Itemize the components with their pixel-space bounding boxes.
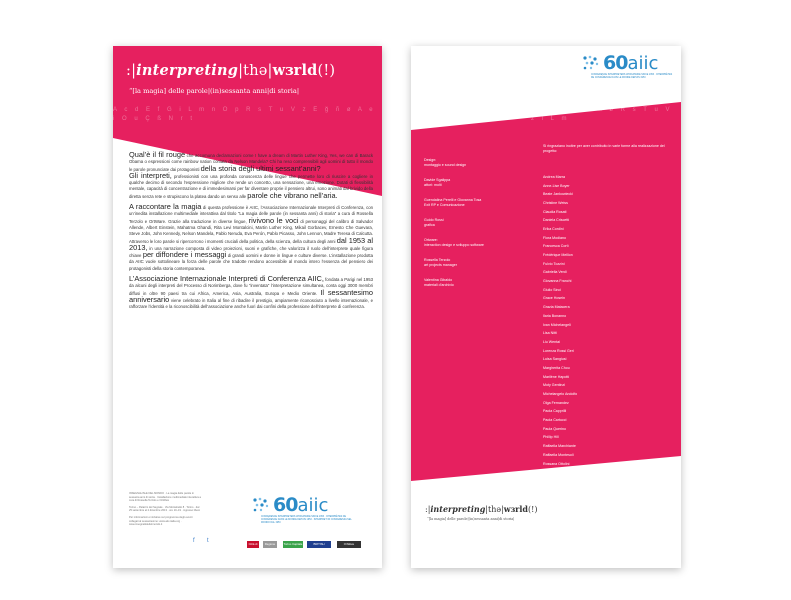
title-suffix: (!) (317, 63, 336, 79)
title-world: wɜrld (272, 62, 318, 79)
p1-highlight: della storia degli ultimi sessant’anni? (200, 163, 321, 173)
footer-info-1: INSEGNALISLE DEL MONDO · La magia delle parole in sessanta anni di storia · Installazione multimediale interattiva a cura di Rossella Terzolo e OrtWare (129, 492, 201, 503)
thanks-name: Paula Querino (543, 426, 566, 431)
credit-entry (424, 238, 539, 249)
right-flyer-page (411, 46, 681, 568)
p1-highlight2: parole che vibrano nell’aria. (247, 190, 338, 200)
thanks-name: Lorenza Rossi Geri (543, 348, 574, 353)
thanks-name: Susanne Wehmaer (543, 496, 574, 501)
thanks-name: Umberto Cini (543, 504, 564, 509)
left-title (126, 62, 376, 79)
thanks-name: Giovanna Franchi (543, 279, 572, 284)
thanks-name: Lisa Nitti (543, 331, 557, 336)
credit-name: attori: molti (424, 183, 442, 188)
title-world: wɜrld (503, 504, 529, 514)
thanks-name: Erika Cordini (543, 226, 564, 231)
right-bottom-title (425, 504, 538, 514)
p1-lead: Qual’è il fil rouge (129, 150, 186, 159)
title-the: |thə| (485, 505, 504, 514)
thanks-name: Beate Jankowiecki (543, 192, 573, 197)
thanks-name: Flora Modiano (543, 235, 566, 240)
thanks-name: Claudia Rosati (543, 209, 567, 214)
sponsor-logo-2: Regione (264, 542, 276, 546)
p1-text2: professionisti con una profonda conoscenza delle lingue che permette loro di riuscire a cogliere in qualche decimo di secondo l’espressione migliore che rende un concetto, una sensazione, una emozione. Dotati di flessibilità mentale, capacità di concentrazione e di immedesimarsi per far diventare proprie il pensiero altrui, sono animati dal brivido della diretta senza rete e strupiscono la platea dando un senso alle (129, 173, 373, 199)
thanks-name: Grace Hosein (543, 296, 565, 301)
thanks-name: Raffaella Montesoli (543, 452, 574, 457)
credit-role: Valentina Gibaldo (424, 278, 453, 282)
left-subtitle: “[la magia] delle parole|(in)sessanta anni|di storia| (129, 87, 300, 95)
right-bottom-subtitle: “[la magia] delle parole|(in)sessanta anni|di storia| (427, 517, 515, 521)
p2-text3: in una narrazione composta di video proiezioni, suoni e grafiche, che valorizza il ruolo dell’interprete quale figura chiave (129, 245, 373, 259)
title-the: |thə| (238, 63, 273, 79)
thanks-name: Marilène Hapotti (543, 374, 570, 379)
sponsor-logo-1: Città di Torino (248, 542, 258, 553)
thanks-name: Anne-Lise Boyer (543, 183, 570, 188)
logo-caption: CONFERENCE INTERPRETERS WORLDWIDE SINCE 1953 · INTERPRÈTES DE CONFÉRENCE DANS LE MONDE DEPUIS 1953 (591, 74, 673, 79)
thanks-name: Yamam Aksu (543, 513, 564, 518)
p2-text4: di grandi uomini e donne in lingue e culture diverse. L’installazione prodotta da AIIC vuole sottolineare la forza delle parole che tradotte rendono accessibile al mondo intero l’essenza del pensiero dei protagonisti della storia contemporanea. (129, 253, 373, 271)
credit-role: Guido Rossi (424, 218, 444, 222)
sponsor-logo-3: Torino Capitale (283, 542, 303, 546)
right-aiic-logo (591, 52, 675, 80)
credit-role: Rossella Terzolo (424, 258, 451, 262)
title-prefix: :| (126, 63, 137, 79)
right-band-letters: c A e F G h ñ ø R s T u V z i L m (531, 107, 673, 122)
thanks-name: Giulio Sinci (543, 287, 561, 292)
credit-role: Guendalina Perelli e Giovanna Tosa (424, 198, 482, 202)
credit-name: grafica (424, 223, 435, 228)
thanks-name: Andrea Marra (543, 174, 565, 179)
thanks-name: Paola Capprilli (543, 409, 567, 414)
p3-lead: L’Associazione Internazionale Interpreti di Conferenza AIIC, (129, 274, 324, 284)
logo-text: aiic (627, 53, 659, 74)
thanks-name: Liu Wentai (543, 339, 560, 344)
thanks-name: Rossana Ottolini (543, 461, 570, 466)
footer-info-3: Per informazioni e iniziative sul programma degli eventi collegati al sessantesimo: www.aiic-italia.org · www.insegnalisledelmondo.it (129, 515, 193, 527)
left-aiic-logo (261, 494, 357, 525)
title-interpreting: interpreting (136, 62, 239, 79)
left-flyer-page (113, 46, 382, 568)
thanks-name: Paola Cartucci (543, 418, 567, 423)
logo-number: 60 (273, 494, 298, 516)
logo-text: aiic (297, 495, 329, 516)
credit-entry (424, 258, 539, 269)
thanks-name: Gabriella Verdi (543, 270, 567, 275)
thanks-name: Fulvio Tozzini (543, 261, 565, 266)
paragraph-3 (129, 276, 373, 310)
thanks-name: Séverine Vindi (543, 470, 567, 475)
credit-role: Davide Sgalippa (424, 178, 451, 182)
thanks-column (543, 144, 668, 520)
p1-lead2: Gli interpreti, (129, 170, 172, 180)
credits-column (424, 158, 539, 298)
twitter-icon[interactable]: t (207, 538, 209, 544)
left-band-letters: A c d E f G i L m n O p R s T u V z Ë ğ ñ ø A e i O u Ç ß N r t (113, 107, 376, 122)
thanks-name: Stefano Mannone (543, 487, 572, 492)
sponsor-logo-4: BRITISH COUNCIL (307, 541, 331, 548)
credit-entry (424, 178, 539, 189)
thanks-name: Olga Fernandez (543, 400, 569, 405)
p2-text1: di questa professione è AIIC, l’Associazione Internazionale Interpreti di Conferenza, con un’inedita installazione multimediale interattiva dal titolo “La magia delle parole (in sessanta anni) di storia” a cura di Rossella Terzolo e OrtWare. Grazie alla traduzione in diverse lingue, (129, 205, 374, 224)
title-interpreting: interpreting (430, 504, 486, 514)
credit-entry (424, 218, 539, 229)
sponsor-logo-5: OrtWare (337, 541, 361, 548)
names-list (543, 173, 668, 521)
p2-text2: di personaggi del calibro di Salvador Allende, Albert Einstein, Mahatma Ghandi, Rita Levi Montalcini, Martin Luther King, Mikail Gorbacev, Ernesto Che Guevara, Steve Jobs, John Kennedy, Nelson Mandela, Pablo Neruda, Eva Perón, Pablo Picasso, John Lennon, Madre Teresa di Calcutta. Attraverso le loro parole si ripercorrono i momenti cruciali della politica, della scienza, della cultura degli anni (129, 218, 374, 244)
paragraph-1 (129, 152, 373, 200)
facebook-icon[interactable]: f (193, 538, 195, 544)
thanks-name: Daniela Criscetti (543, 218, 570, 223)
p3-text2: viene celebrato in Italia al fine di ribadire il prestigio, ampiamente riconosciuto a livello internazionale, e rafforzare l’identità e la riconoscibilità dell’associazione anche fuori dai confini della professione dell’interprete di conferenza. (129, 297, 373, 310)
credit-name: art projects manager (424, 263, 457, 268)
thanks-name: Michelangelo Andolfo (543, 392, 578, 396)
thanks-name: Christine Weiss (543, 200, 568, 205)
paragraph-2 (129, 204, 373, 272)
p2-highlight: rivivono le voci (248, 215, 299, 225)
logo-dots-icon (581, 54, 603, 72)
title-suffix: (!) (528, 505, 538, 514)
thanks-text: Si ringraziano inoltre per aver contribuito in varie forme alla realizzazione del progetto: (543, 144, 665, 154)
thanks-name: Frédérique Mellion (543, 253, 573, 257)
logo-number: 60 (603, 52, 628, 74)
credit-name: Exit RP e Comunicazione (424, 203, 465, 208)
title-prefix: :| (425, 505, 431, 514)
thanks-name: Raffaella Marchiante (543, 444, 576, 449)
p2-lead: A raccontare la magia (129, 202, 202, 212)
credit-role: Ortware: (424, 238, 438, 242)
logo-caption: CONFERENCE INTERPRETERS WORLDWIDE SINCE 1953 · INTERPRÈTES DE CONFÉRENCE DANS LE MONDE DEPUIS 1953 · INTERPRETI DI CONFERENZA NEL MONDO DAL 1953 (261, 516, 352, 524)
credit-entry (424, 278, 539, 289)
credit-name: interaction design e sviluppo software (424, 243, 484, 248)
thanks-name: Margherita Chou (543, 365, 570, 370)
thanks-name: Ilaria Bonanno (543, 313, 567, 318)
credit-entry (424, 158, 539, 169)
p3-text1: fondata a Parigi nel 1953 da alcuni degli interpreti del Processo di Norimberga, dove fu “inventata” l’interpretazione simultanea, conta oggi 3000 membri diffusi in oltre 90 paesi tra cui Africa, America, Asia, Australia, Europa e Medio Oriente. (129, 277, 373, 296)
thanks-name: Luisa Sangiusi (543, 357, 567, 362)
left-body-text (129, 152, 373, 315)
p2-highlight2: dal 1953 al 2013, (129, 235, 373, 252)
credit-entry (424, 198, 539, 209)
p2-highlight3: per diffondere i messaggi (142, 250, 227, 260)
p1-text1: che accomuna declamazioni come I have a dream di Martin Luther King, Yes, we can di Barack Obama o espressioni come rainbow nation coniata da Nelson Mandela? Chi ha reso comprensibili agli uomini di tutto il mondo le parole pronunciate dai protagonisti (129, 153, 373, 172)
thanks-name: Silvia Vassallo (543, 478, 566, 483)
thanks-name: Phillip Hill (543, 435, 559, 440)
footer-info-2: Torino – Palazzo del Segnale · Via Montebello 8 · Torino · dal 25 settembre al 2 dicembre 2013 · ore 10–19 · ingresso libero (129, 505, 201, 513)
credit-name: montaggio e sound design (424, 163, 467, 168)
thanks-name: Moty Gentinzi (543, 383, 565, 388)
p3-highlight: Il sessantesimo anniversario (129, 287, 374, 304)
credit-role: Design: (424, 158, 437, 162)
thanks-name: Ivan Michelangeli (543, 322, 571, 327)
thanks-name: Grazia Matacera (543, 305, 570, 310)
logo-dots-icon (251, 496, 273, 514)
credit-name: materiali d’archivio (424, 283, 454, 288)
left-footer-info (129, 492, 201, 530)
thanks-name: Francesca Cortì (543, 244, 569, 249)
